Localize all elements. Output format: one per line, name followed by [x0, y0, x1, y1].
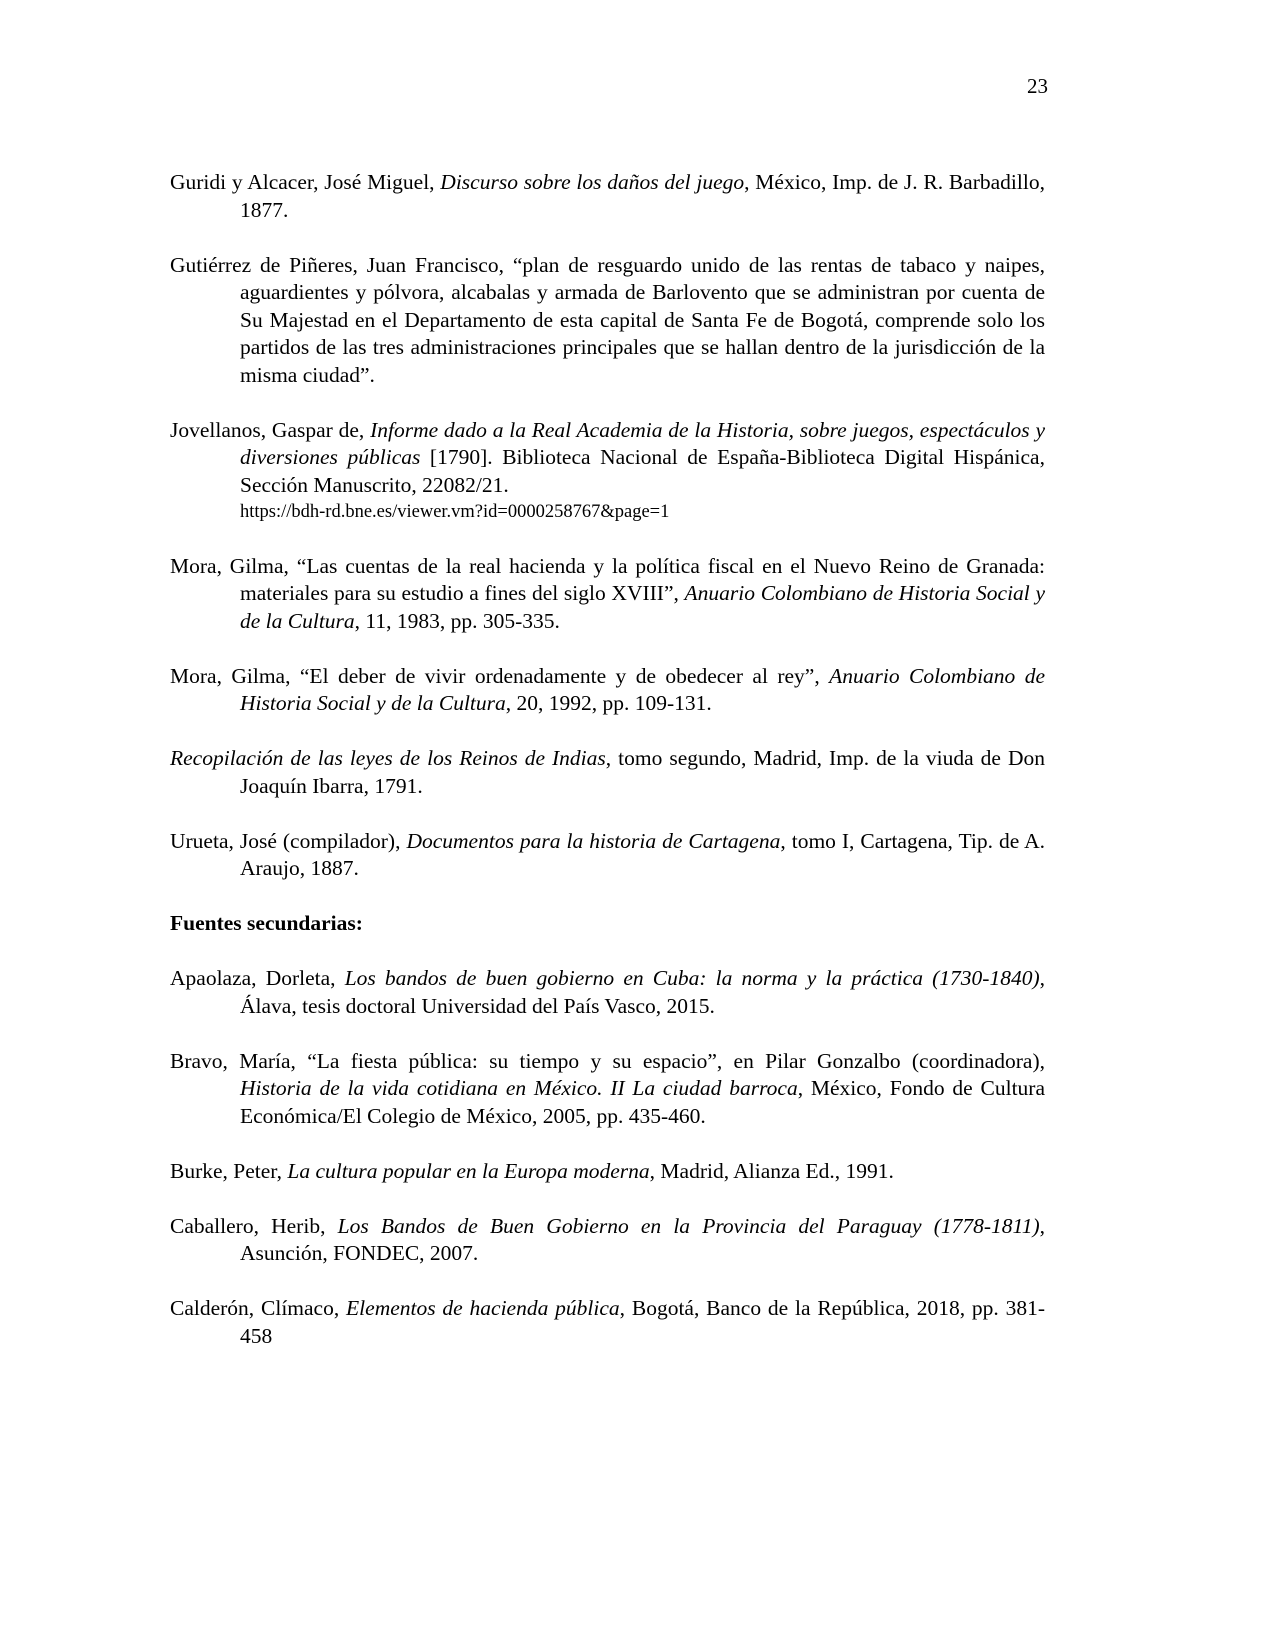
entry-details: , Álava, tesis doctoral Universidad del País Vasco, 2015. [240, 966, 1046, 1018]
entry-author: Jovellanos, Gaspar de, [170, 417, 371, 442]
entry-details: [1790]. Biblioteca Nacional de España-Biblioteca Digital Hispánica, Sección Manuscrito, 22082/21. [240, 445, 1045, 497]
entry-author: Urueta, José (compilador), [170, 828, 407, 853]
bibliography-entry-urueta [170, 828, 1045, 883]
entry-author: Mora, Gilma, [170, 553, 297, 578]
entry-title: Informe dado a la Real Academia de la Historia, sobre juegos, espectáculos y diversiones públicas [240, 417, 1045, 469]
entry-details: , Bogotá, Banco de la República, 2018, pp. 381-458 [240, 1296, 1045, 1348]
entry-author: Calderón, Clímaco, [170, 1296, 347, 1320]
bibliography-entry-mora-1983 [170, 553, 1045, 636]
bibliography-entry-recopilacion [170, 745, 1045, 800]
entry-details: , Madrid, Alianza Ed., 1991. [649, 1158, 894, 1183]
entry-details: , Asunción, FONDEC, 2007. [240, 1213, 1045, 1265]
entry-title: La cultura popular en la Europa moderna [287, 1158, 650, 1183]
entry-details: , 11, 1983, pp. 305-335. [354, 608, 560, 633]
bibliography-entry-mora-1992 [170, 663, 1045, 718]
bibliography-entry-burke [170, 1158, 1045, 1186]
bibliography-entry-bravo [170, 1048, 1045, 1131]
entry-details: , México, Imp. de J. R. Barbadillo, 1877. [240, 170, 1045, 222]
entry-article: “Las cuentas de la real hacienda y la política fiscal en el Nuevo Reino de Granada: materiales para su estudio a fines del siglo XVIII”, [240, 553, 1045, 605]
entry-article: “El deber de vivir ordenadamente y de obedecer al rey”, [299, 663, 830, 688]
entry-title: Documentos para la historia de Cartagena [406, 828, 781, 853]
bibliography-entry-guridi [170, 169, 1045, 224]
entry-title: Discurso sobre los daños del juego [440, 170, 745, 194]
entry-title: Historia de la vida cotidiana en México. II La ciudad barroca [240, 1076, 798, 1100]
entry-details: , 20, 1992, pp. 109-131. [505, 691, 712, 715]
entry-author: Gutiérrez de Piñeres, Juan Francisco, [170, 252, 513, 277]
entry-journal: Anuario Colombiano de Historia Social y de la Cultura [240, 581, 1045, 633]
entry-title: Los Bandos de Buen Gobierno en la Provincia del Paraguay (1778-1811) [337, 1213, 1040, 1238]
page-number: 23 [1027, 74, 1048, 98]
entry-details: , tomo I, Cartagena, Tip. de A. Araujo, 1887. [240, 828, 1045, 880]
bibliography-entry-jovellanos [170, 417, 1045, 526]
bibliography-entry-caballero [170, 1213, 1045, 1268]
entry-title: Los bandos de buen gobierno en Cuba: la norma y la práctica (1730-1840) [344, 966, 1040, 990]
entry-author: Bravo, María, [170, 1048, 308, 1073]
bibliography [170, 169, 1045, 1350]
entry-details: , México, Fondo de Cultura Económica/El Colegio de México, 2005, pp. 435-460. [240, 1076, 1045, 1128]
entry-title: Elementos de hacienda pública [346, 1296, 620, 1320]
bibliography-entry-apaolaza [170, 965, 1045, 1020]
entry-details: “plan de resguardo unido de las rentas de tabaco y naipes, aguardientes y pólvora, alcabalas y armada de Barlovento que se administran por cuenta de Su Majestad en el Departamento de esta capital de Santa Fe de Bogotá, comprende solo los partidos de las tres administraciones principales que se hallan dentro de la jurisdicción de la misma ciudad”. [240, 252, 1045, 387]
entry-article: “La fiesta pública: su tiempo y su espacio”, en Pilar Gonzalbo (coordinadora), [307, 1048, 1045, 1073]
section-heading-secondary-sources: Fuentes secundarias: [170, 911, 363, 935]
entry-details: , tomo segundo, Madrid, Imp. de la viuda de Don Joaquín Ibarra, 1791. [240, 746, 1045, 798]
bibliography-entry-calderon [170, 1295, 1045, 1350]
entry-author: Caballero, Herib, [170, 1213, 338, 1238]
entry-url-link[interactable]: https://bdh-rd.bne.es/viewer.vm?id=0000258767&page=1 [240, 502, 670, 522]
entry-author: Guridi y Alcacer, José Miguel, [170, 170, 441, 194]
bibliography-entry-gutierrez [170, 252, 1045, 390]
entry-title: Recopilación de las leyes de los Reinos de Indias [170, 746, 606, 770]
entry-author: Apaolaza, Dorleta, [170, 966, 345, 990]
entry-journal: Anuario Colombiano de Historia Social y de la Cultura [240, 663, 1046, 715]
entry-author: Burke, Peter, [170, 1158, 288, 1183]
entry-author: Mora, Gilma, [170, 663, 300, 688]
